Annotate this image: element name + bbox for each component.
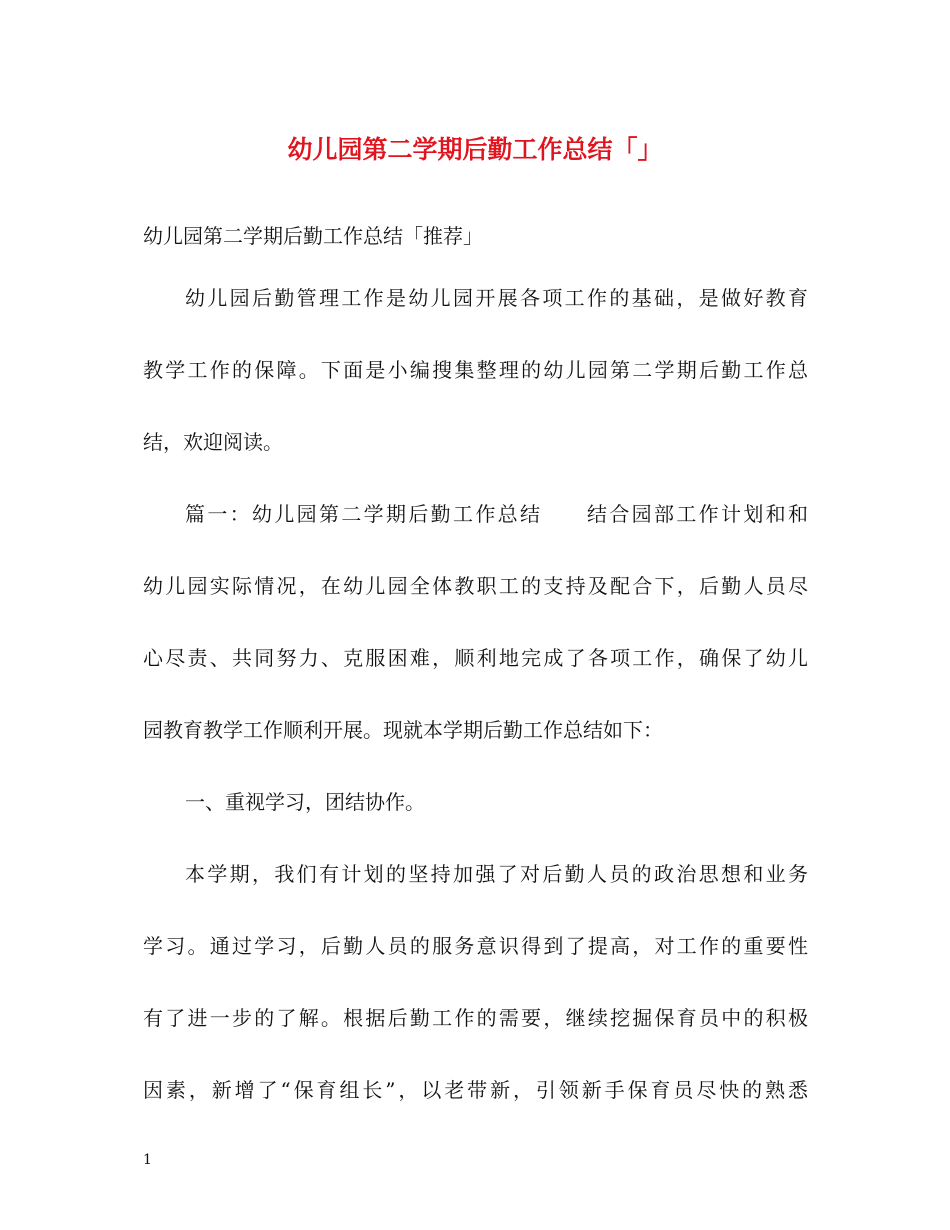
paragraph-line: 园教育教学工作顺利开展。现就本学期后勤工作总结如下：	[143, 718, 663, 742]
paragraph-2	[143, 478, 808, 766]
paragraph-line: 教学工作的保障。下面是小编搜集整理的幼儿园第二学期后勤工作总	[143, 358, 808, 382]
paragraph-4	[143, 838, 808, 1126]
section-heading	[143, 766, 808, 838]
paragraph-1	[143, 262, 808, 478]
document-title: 幼儿园第二学期后勤工作总结「」	[287, 135, 663, 164]
paragraph-line: 一、重视学习，团结协作。	[185, 790, 425, 814]
paragraph-line: 本学期，我们有计划的坚持加强了对后勤人员的政治思想和业务	[185, 862, 808, 886]
paragraph-line: 幼儿园实际情况，在幼儿园全体教职工的支持及配合下，后勤人员尽	[143, 574, 808, 598]
paragraph-line: 篇一：幼儿园第二学期后勤工作总结 结合园部工作计划和和	[185, 502, 808, 526]
paragraph-line: 结，欢迎阅读。	[143, 430, 283, 454]
page-number: 1	[143, 1152, 152, 1168]
paragraph-line: 幼儿园后勤管理工作是幼儿园开展各项工作的基础，是做好教育	[185, 286, 808, 310]
paragraph-line: 因素，新增了“保育组长”，以老带新，引领新手保育员尽快的熟悉	[143, 1078, 808, 1102]
paragraph-line: 心尽责、共同努力、克服困难，顺利地完成了各项工作，确保了幼儿	[143, 646, 808, 670]
paragraph-line: 学习。通过学习，后勤人员的服务意识得到了提高，对工作的重要性	[143, 934, 808, 958]
document-subtitle: 幼儿园第二学期后勤工作总结「推荐」	[143, 224, 483, 248]
paragraph-line: 有了进一步的了解。根据后勤工作的需要，继续挖掘保育员中的积极	[143, 1006, 808, 1030]
